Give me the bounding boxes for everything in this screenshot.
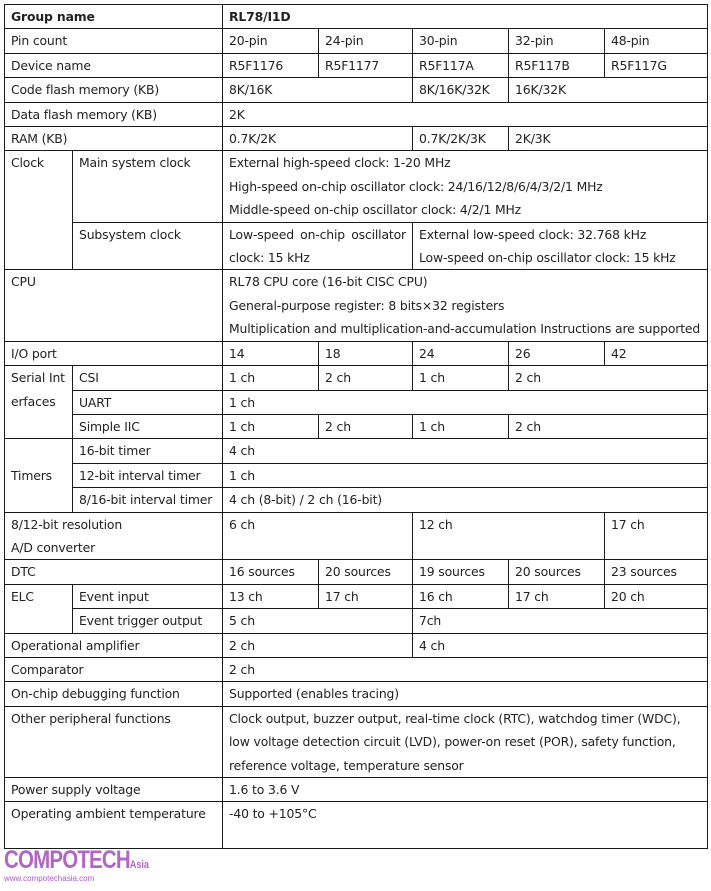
ram-label: RAM (KB) [5,127,223,151]
row-timer-816 [5,488,708,512]
timer12-label: 12-bit interval timer [73,463,223,487]
main-clock-label: Main system clock [73,151,223,222]
iic-label: Simple IIC [73,414,223,438]
row-clock-main [5,151,708,222]
text-line: Clock output, buzzer output, real-time clock (RTC), watchdog timer (WDC), [229,710,681,726]
cell: 1 ch [223,463,708,487]
cell: 17 ch [319,584,413,608]
cell: 2K [223,102,708,126]
row-group-name [5,5,708,29]
elc-label: ELC [5,584,73,633]
spec-table [4,4,708,849]
timers-label: Timers [5,439,73,512]
temp-label: Operating ambient temperature [5,802,223,849]
cell: 2 ch [319,366,413,390]
row-cpu [5,270,708,341]
adc-label [5,512,223,560]
watermark-suffix: Asia [129,859,149,871]
row-device-name [5,53,708,77]
text-line: low voltage detection circuit (LVD), power-on reset (POR), safety function, [229,734,676,750]
row-elc-input [5,584,708,608]
main-clock-values [223,151,708,222]
row-serial-uart [5,390,708,414]
cell: 1 ch [223,366,319,390]
cell: 20-pin [223,29,319,53]
cell: R5F117G [605,53,708,77]
opamp-label: Operational amplifier [5,633,223,657]
row-elc-trigger [5,609,708,633]
cell: 48-pin [605,29,708,53]
text-line: RL78 CPU core (16-bit CISC CPU) [229,274,428,290]
cell: -40 to +105°C [223,802,708,849]
cell: 1 ch [223,390,708,414]
text-line: General-purpose register: 8 bits×32 registers [229,297,505,313]
text-line: External low-speed clock: 32.768 kHz [419,226,647,242]
clock-label: Clock [5,151,73,270]
text-line: A/D converter [11,539,96,555]
power-label: Power supply voltage [5,778,223,802]
text-line: 8/12-bit resolution [11,516,123,532]
cell: 20 sources [319,560,413,584]
cell: R5F117B [509,53,605,77]
timer816-label: 8/16-bit interval timer [73,488,223,512]
row-io-port [5,341,708,365]
watermark-logo [4,846,154,888]
row-adc [5,512,708,560]
text-line: Middle-speed on-chip oscillator clock: 4/2/1 MHz [229,202,522,218]
row-data-flash [5,102,708,126]
comparator-label: Comparator [5,657,223,681]
row-serial-csi [5,366,708,390]
cell: 20 sources [509,560,605,584]
cell: 16 ch [413,584,509,608]
cell: R5F1177 [319,53,413,77]
cell: 17 ch [605,512,708,560]
serial-label: Serial Interfaces [5,366,73,439]
row-debug [5,682,708,706]
cpu-label: CPU [5,270,223,341]
pin-count-label: Pin count [5,29,223,53]
text-line: Multiplication and multiplication-and-accumulation Instructions are supported [229,321,701,337]
cell: 0.7K/2K [223,127,413,151]
row-dtc [5,560,708,584]
cell: 12 ch [413,512,605,560]
row-other [5,706,708,777]
uart-label: UART [73,390,223,414]
cell: 6 ch [223,512,413,560]
other-label: Other peripheral functions [5,706,223,777]
cell: 2 ch [509,366,708,390]
cell: 5 ch [223,609,413,633]
text-line: Low-speed on-chip oscillator clock: 15 kHz [419,250,676,266]
row-ram [5,127,708,151]
cell: 20 ch [605,584,708,608]
cell: 42 [605,341,708,365]
row-timer-16 [5,439,708,463]
cell: 23 sources [605,560,708,584]
cell: 7ch [413,609,708,633]
cell: 4 ch [413,633,708,657]
cell: 1 ch [413,414,509,438]
group-name-label: Group name [5,5,223,29]
sub-clock-label: Subsystem clock [73,222,223,270]
sub-clock-left: Low-speed on-chip oscillator clock: 15 kHz [223,222,413,270]
row-comparator [5,657,708,681]
cell: 30-pin [413,29,509,53]
sub-clock-right [413,222,708,270]
row-clock-sub [5,222,708,270]
csi-label: CSI [73,366,223,390]
dtc-label: DTC [5,560,223,584]
io-port-label: I/O port [5,341,223,365]
cell: 26 [509,341,605,365]
device-name-label: Device name [5,53,223,77]
row-timer-12 [5,463,708,487]
cell: R5F1176 [223,53,319,77]
row-pin-count [5,29,708,53]
cpu-values [223,270,708,341]
watermark-brand-text: COMPOTECH [4,846,130,874]
group-name-value: RL78/I1D [223,5,708,29]
data-flash-label: Data flash memory (KB) [5,102,223,126]
text-line: reference voltage, temperature sensor [229,757,464,773]
cell: 24 [413,341,509,365]
cell: 8K/16K/32K [413,78,509,102]
cell: 19 sources [413,560,509,584]
debug-label: On-chip debugging function [5,682,223,706]
cell: 18 [319,341,413,365]
cell: 2 ch [319,414,413,438]
cell: 1 ch [223,414,319,438]
row-temp [5,802,708,849]
cell: 32-pin [509,29,605,53]
cell: R5F117A [413,53,509,77]
cell: 4 ch (8-bit) / 2 ch (16-bit) [223,488,708,512]
cell: 4 ch [223,439,708,463]
cell: 2K/3K [509,127,708,151]
row-serial-iic [5,414,708,438]
cell: 1.6 to 3.6 V [223,778,708,802]
text-line: High-speed on-chip oscillator clock: 24/16/12/8/6/4/3/2/1 MHz [229,178,603,194]
cell: 0.7K/2K/3K [413,127,509,151]
code-flash-label: Code flash memory (KB) [5,78,223,102]
timer16-label: 16-bit timer [73,439,223,463]
cell: 14 [223,341,319,365]
row-power [5,778,708,802]
watermark-brand [4,846,149,875]
cell: Supported (enables tracing) [223,682,708,706]
event-input-label: Event input [73,584,223,608]
cell: 16K/32K [509,78,708,102]
cell: 1 ch [413,366,509,390]
cell: 2 ch [223,657,708,681]
cell: 24-pin [319,29,413,53]
cell: 16 sources [223,560,319,584]
cell: 8K/16K [223,78,413,102]
cell: 17 ch [509,584,605,608]
row-opamp [5,633,708,657]
row-code-flash [5,78,708,102]
other-values [223,706,708,777]
cell: 2 ch [223,633,413,657]
event-trigger-label: Event trigger output [73,609,223,633]
watermark-url: www.compotechasia.com [4,874,95,883]
cell: 13 ch [223,584,319,608]
cell: 2 ch [509,414,708,438]
text-line: External high-speed clock: 1-20 MHz [229,155,451,171]
